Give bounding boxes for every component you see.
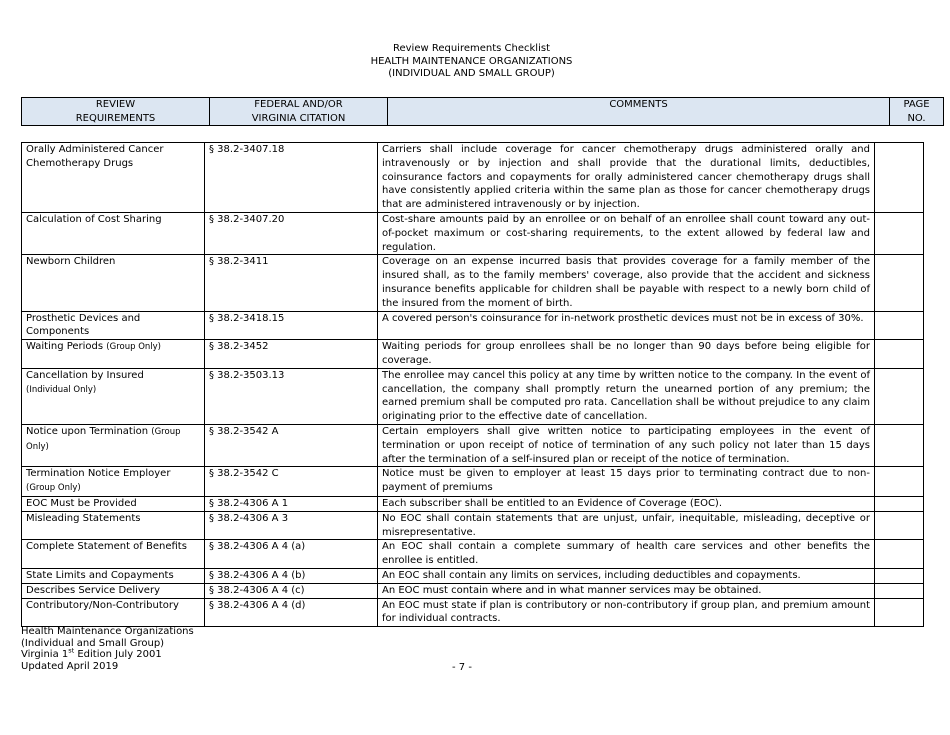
- page-cell: [875, 340, 924, 369]
- requirement-cell: Cancellation by Insured (Individual Only): [22, 368, 205, 424]
- citation-cell: § 38.2-3503.13: [205, 368, 378, 424]
- table-row: [22, 467, 924, 497]
- table-row: [22, 424, 924, 466]
- document-title: [0, 43, 943, 81]
- requirement-cell: Waiting Periods (Group Only): [22, 340, 205, 369]
- header-citation: FEDERAL AND/OR VIRGINIA CITATION: [210, 98, 388, 126]
- header-comments: COMMENTS: [388, 98, 890, 126]
- document-footer: [21, 626, 194, 672]
- citation-cell: § 38.2-3407.18: [205, 143, 378, 213]
- requirement-cell: Prosthetic Devices and Components: [22, 311, 205, 340]
- page-cell: [875, 424, 924, 466]
- page-cell: [875, 311, 924, 340]
- requirement-cell: Newborn Children: [22, 255, 205, 311]
- comment-cell: An EOC shall contain any limits on services, including deductibles and copayments.: [378, 568, 875, 583]
- citation-cell: § 38.2-3407.20: [205, 212, 378, 254]
- comment-cell: Carriers shall include coverage for cancer chemotherapy drugs administered orally and intravenously or by injection and shall provide that the durational limits, deductibles, coinsurance factors and copayments for orally administered cancer chemotherapy drugs shall have consistently applied criteria within the same plan as those for cancer chemotherapy drugs that are administered intravenously or by injection.: [378, 143, 875, 213]
- table-row: [22, 598, 924, 627]
- header-row: [22, 98, 944, 126]
- requirement-cell: State Limits and Copayments: [22, 568, 205, 583]
- page-cell: [875, 583, 924, 598]
- header-page-no: PAGE NO.: [890, 98, 944, 126]
- page-number: - 7 -: [452, 662, 472, 673]
- page-cell: [875, 540, 924, 569]
- citation-cell: § 38.2-4306 A 4 (b): [205, 568, 378, 583]
- footer-line-1: Health Maintenance Organizations: [21, 626, 194, 637]
- comment-cell: Waiting periods for group enrollees shall be no longer than 90 days before being eligible for coverage.: [378, 340, 875, 369]
- checklist-scope: (INDIVIDUAL AND SMALL GROUP): [388, 68, 555, 79]
- individual-only-note: (Individual Only): [26, 384, 97, 395]
- citation-cell: § 38.2-3542 C: [205, 467, 378, 497]
- comment-cell: No EOC shall contain statements that are unjust, unfair, inequitable, misleading, deceptive or misrepresentative.: [378, 511, 875, 540]
- table-row: [22, 583, 924, 598]
- citation-cell: § 38.2-4306 A 4 (c): [205, 583, 378, 598]
- citation-cell: § 38.2-3411: [205, 255, 378, 311]
- checklist-subtitle: HEALTH MAINTENANCE ORGANIZATIONS: [370, 55, 573, 67]
- table-row: [22, 255, 924, 311]
- requirements-table: [21, 142, 924, 627]
- citation-cell: § 38.2-4306 A 1: [205, 496, 378, 511]
- requirement-cell: Orally Administered Cancer Chemotherapy Drugs: [22, 143, 205, 213]
- comment-cell: Certain employers shall give written notice to participating employees in the event of termination or upon receipt of notice of termination of any such policy not later than 15 days after the termination of a self-insured plan or receipt of the notice of termination.: [378, 424, 875, 466]
- page-cell: [875, 143, 924, 213]
- requirement-cell: Describes Service Delivery: [22, 583, 205, 598]
- comment-cell: Cost-share amounts paid by an enrollee or on behalf of an enrollee shall count toward any out-of-pocket maximum or cost-sharing requirements, to the extent allowed by federal law and regulation.: [378, 212, 875, 254]
- table-row: [22, 511, 924, 540]
- table-row: [22, 340, 924, 369]
- page-cell: [875, 598, 924, 627]
- comment-cell: An EOC must state if plan is contributory or non-contributory if group plan, and premium amount for individual contracts.: [378, 598, 875, 627]
- citation-cell: § 38.2-3542 A: [205, 424, 378, 466]
- page-cell: [875, 467, 924, 497]
- header-review-requirements: REVIEW REQUIREMENTS: [22, 98, 210, 126]
- comment-cell: Each subscriber shall be entitled to an Evidence of Coverage (EOC).: [378, 496, 875, 511]
- group-only-note: (Group Only): [26, 483, 81, 494]
- page-cell: [875, 511, 924, 540]
- table-row: [22, 368, 924, 424]
- group-only-note: (Group Only): [26, 426, 181, 452]
- requirement-cell: EOC Must be Provided: [22, 496, 205, 511]
- citation-cell: § 38.2-4306 A 4 (a): [205, 540, 378, 569]
- requirement-cell: Termination Notice Employer (Group Only): [22, 467, 205, 497]
- comment-cell: Notice must be given to employer at least 15 days prior to terminating contract due to non-payment of premiums: [378, 467, 875, 497]
- group-only-note: (Group Only): [106, 342, 161, 353]
- requirement-cell: Calculation of Cost Sharing: [22, 212, 205, 254]
- table-row: [22, 143, 924, 213]
- requirement-cell: Misleading Statements: [22, 511, 205, 540]
- footer-line-2: (Individual and Small Group): [21, 637, 165, 649]
- comment-cell: The enrollee may cancel this policy at any time by written notice to the company. In the event of cancellation, the company shall promptly return the unearned portion of any premium; the earned premium shall be computed pro rata. Cancellation shall be without prejudice to any claim originating prior to the effective date of cancellation.: [378, 368, 875, 424]
- comment-cell: Coverage on an expense incurred basis that provides coverage for a family member of the insured shall, as to the family members' coverage, also provide that the accident and sickness insurance benefits applicable for children shall be payable with respect to a newly born child of the insured from the moment of birth.: [378, 255, 875, 311]
- requirement-cell: Contributory/Non-Contributory: [22, 598, 205, 627]
- citation-cell: § 38.2-4306 A 3: [205, 511, 378, 540]
- page-cell: [875, 212, 924, 254]
- requirement-cell: Notice upon Termination (Group Only): [22, 424, 205, 466]
- table-row: [22, 496, 924, 511]
- table-row: [22, 311, 924, 340]
- checklist-title: Review Requirements Checklist: [392, 43, 550, 54]
- citation-cell: § 38.2-3418.15: [205, 311, 378, 340]
- table-row: [22, 540, 924, 569]
- table-row: [22, 212, 924, 254]
- citation-cell: § 38.2-4306 A 4 (d): [205, 598, 378, 627]
- header-table: [21, 97, 944, 126]
- table-row: [22, 568, 924, 583]
- page-cell: [875, 496, 924, 511]
- comment-cell: An EOC must contain where and in what manner services may be obtained.: [378, 583, 875, 598]
- comment-cell: A covered person's coinsurance for in-network prosthetic devices must not be in excess of 30%.: [378, 311, 875, 340]
- page-cell: [875, 255, 924, 311]
- comment-cell: An EOC shall contain a complete summary of health care services and other benefits the enrollee is entitled.: [378, 540, 875, 569]
- requirement-cell: Complete Statement of Benefits: [22, 540, 205, 569]
- page-cell: [875, 568, 924, 583]
- footer-edition: Virginia 1st Edition July 2001: [21, 646, 162, 660]
- footer-updated: Updated April 2019: [21, 660, 119, 672]
- page-cell: [875, 368, 924, 424]
- citation-cell: § 38.2-3452: [205, 340, 378, 369]
